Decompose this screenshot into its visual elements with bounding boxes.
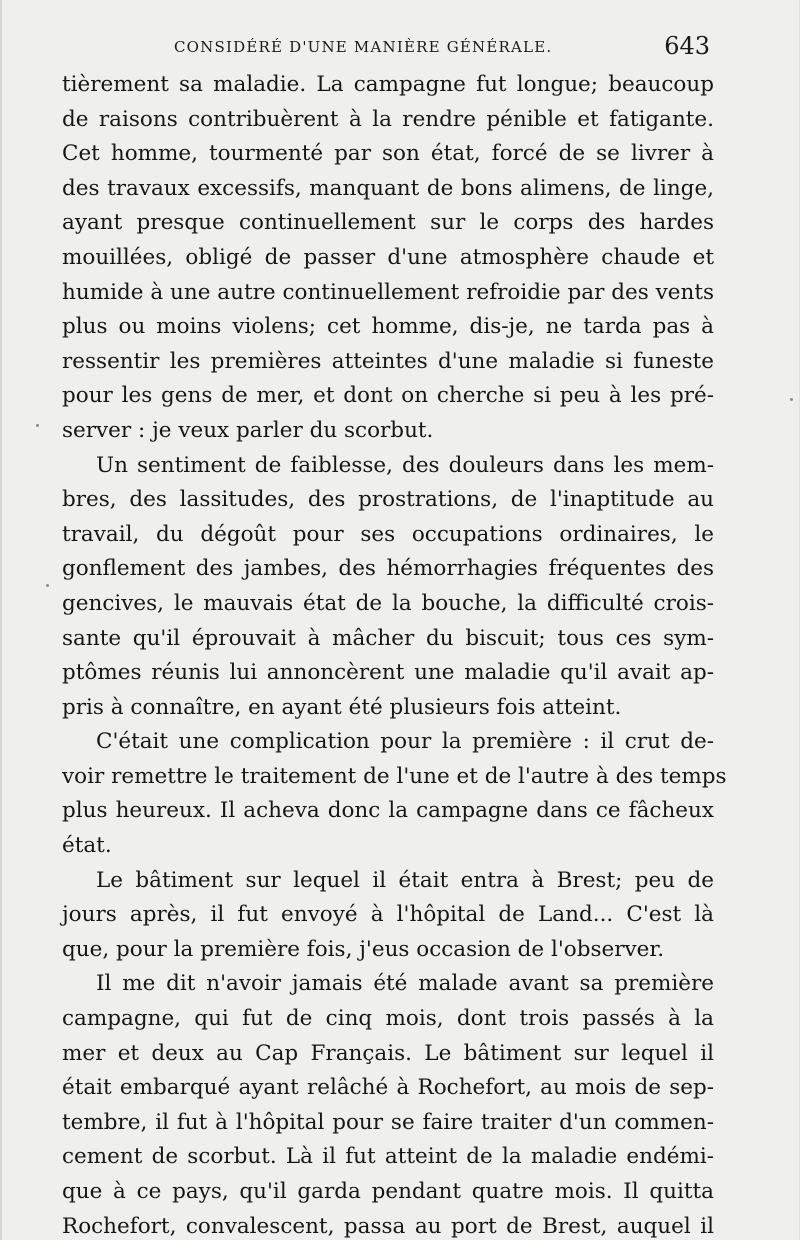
text-line: jours après, il fut envoyé à l'hôpital de Land... C'est là bbox=[62, 902, 714, 928]
text-line: cement de scorbut. Là il fut atteint de la maladie endémi- bbox=[62, 1144, 714, 1170]
text-line: campagne, qui fut de cinq mois, dont trois passés à la bbox=[62, 1006, 714, 1032]
text-line: Il me dit n'avoir jamais été malade avant sa première bbox=[96, 971, 714, 997]
text-line: C'était une complication pour la première : il crut de- bbox=[96, 729, 714, 755]
paper-speck bbox=[36, 424, 39, 427]
paper-speck bbox=[46, 584, 49, 587]
text-line: Un sentiment de faiblesse, des douleurs dans les mem- bbox=[96, 452, 714, 478]
text-line: Rochefort, convalescent, passa au port de Brest, auquel il bbox=[62, 1213, 714, 1239]
text-line: sante qu'il éprouvait à mâcher du biscuit; tous ces sym- bbox=[62, 625, 714, 651]
text-line: tièrement sa maladie. La campagne fut longue; beaucoup bbox=[62, 72, 714, 97]
body-text bbox=[62, 68, 727, 1244]
text-line: bres, des lassitudes, des prostrations, de l'inaptitude au bbox=[62, 487, 714, 513]
text-line: Cet homme, tourmenté par son état, forcé de se livrer à bbox=[62, 141, 714, 167]
text-line: pris à connaître, en ayant été plusieurs fois atteint. bbox=[62, 694, 622, 720]
text-line: ptômes réunis lui annoncèrent une maladie qu'il avait ap- bbox=[62, 660, 714, 686]
text-line: humide à une autre continuellement refroidie par des vents bbox=[62, 279, 714, 305]
paper-speck bbox=[790, 398, 793, 401]
text-line: mouillées, obligé de passer d'une atmosphère chaude et bbox=[62, 244, 714, 270]
page-number: 643 bbox=[664, 32, 710, 60]
text-line: état. bbox=[62, 833, 112, 859]
text-line: mer et deux au Cap Français. Le bâtiment sur lequel il bbox=[62, 1040, 714, 1066]
text-line: ressentir les premières atteintes d'une maladie si funeste bbox=[62, 348, 714, 374]
text-line: était embarqué ayant relâché à Rochefort, au mois de sep- bbox=[62, 1075, 714, 1101]
text-line: Le bâtiment sur lequel il était entra à Brest; peu de bbox=[96, 867, 714, 893]
running-title: CONSIDÉRÉ D'UNE MANIÈRE GÉNÉRALE. bbox=[174, 38, 553, 56]
text-line: travail, du dégoût pour ses occupations ordinaires, le bbox=[62, 521, 714, 547]
running-head bbox=[64, 32, 714, 72]
text-line: de raisons contribuèrent à la rendre pénible et fatigante. bbox=[62, 106, 714, 132]
text-line: gonflement des jambes, des hémorrhagies fréquentes des bbox=[62, 556, 714, 582]
text-line: tembre, il fut à l'hôpital pour se faire traiter d'un commen- bbox=[62, 1109, 714, 1135]
text-line: voir remettre le traitement de l'une et de l'autre à des temps bbox=[62, 763, 727, 789]
text-line: des travaux excessifs, manquant de bons alimens, de linge, bbox=[62, 175, 714, 201]
text-line: plus heureux. Il acheva donc la campagne dans ce fâcheux bbox=[62, 798, 714, 824]
text-line: gencives, le mauvais état de la bouche, la difficulté crois- bbox=[62, 590, 714, 616]
text-line: plus ou moins violens; cet homme, dis-je, ne tarda pas à bbox=[62, 314, 714, 340]
text-line: que à ce pays, qu'il garda pendant quatre mois. Il quitta bbox=[62, 1179, 714, 1204]
text-line: pour les gens de mer, et dont on cherche si peu à les pré- bbox=[62, 383, 714, 409]
text-line: ayant presque continuellement sur le corps des hardes bbox=[62, 210, 714, 236]
text-line: server : je veux parler du scorbut. bbox=[62, 417, 434, 443]
text-line: que, pour la première fois, j'eus occasion de l'observer. bbox=[62, 936, 665, 962]
